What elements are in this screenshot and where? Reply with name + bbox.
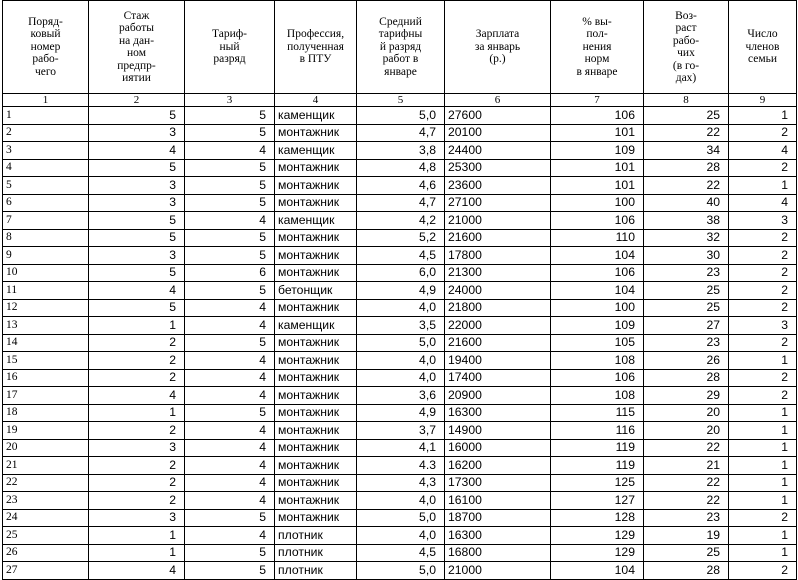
workers-table [2,0,797,580]
tariff-grade-cell: 5 [185,159,275,177]
profession-cell: монтажник [275,492,357,510]
tariff-grade-cell: 5 [185,404,275,422]
family-size-cell: 3 [729,212,797,230]
salary-cell: 24400 [445,142,551,160]
table-row [3,194,797,212]
avg-grade-cell: 4,5 [357,247,445,265]
worker-number-cell: 18 [3,404,89,422]
worker-number-cell: 9 [3,247,89,265]
worker-number-cell: 8 [3,229,89,247]
avg-grade-cell: 4,0 [357,369,445,387]
tariff-grade-cell: 4 [185,212,275,230]
experience-cell: 2 [89,457,185,475]
tariff-grade-cell: 6 [185,264,275,282]
salary-cell: 25300 [445,159,551,177]
avg-grade-cell: 5,0 [357,334,445,352]
tariff-grade-cell: 5 [185,282,275,300]
family-size-cell: 2 [729,562,797,580]
profession-cell: монтажник [275,387,357,405]
family-size-cell: 2 [729,334,797,352]
experience-cell: 5 [89,264,185,282]
norm-percent-cell: 108 [551,387,644,405]
norm-percent-cell: 115 [551,404,644,422]
tariff-grade-cell: 5 [185,334,275,352]
experience-cell: 3 [89,194,185,212]
profession-cell: каменщик [275,212,357,230]
family-size-cell: 1 [729,527,797,545]
avg-grade-cell: 3,6 [357,387,445,405]
age-cell: 20 [644,422,729,440]
tariff-grade-cell: 4 [185,474,275,492]
experience-cell: 1 [89,404,185,422]
salary-cell: 17400 [445,369,551,387]
profession-cell: монтажник [275,369,357,387]
age-cell: 23 [644,264,729,282]
age-cell: 28 [644,369,729,387]
avg-grade-cell: 4,0 [357,352,445,370]
family-size-cell: 1 [729,352,797,370]
profession-cell: монтажник [275,439,357,457]
norm-percent-cell: 129 [551,527,644,545]
table-row [3,387,797,405]
table-row [3,124,797,142]
tariff-grade-cell: 4 [185,369,275,387]
norm-percent-cell: 104 [551,247,644,265]
salary-cell: 18700 [445,509,551,527]
salary-cell: 16300 [445,527,551,545]
age-cell: 28 [644,159,729,177]
salary-cell: 16200 [445,457,551,475]
table-row [3,334,797,352]
worker-number-cell: 13 [3,317,89,335]
document-page [2,0,796,580]
table-row [3,159,797,177]
table-row [3,544,797,562]
tariff-grade-cell: 4 [185,422,275,440]
tariff-grade-cell: 5 [185,509,275,527]
avg-grade-cell: 4,1 [357,439,445,457]
header-salary: Зарплата за январь (р.) [445,1,551,94]
column-number: 9 [729,94,797,107]
age-cell: 20 [644,404,729,422]
tariff-grade-cell: 5 [185,247,275,265]
experience-cell: 1 [89,527,185,545]
norm-percent-cell: 109 [551,317,644,335]
profession-cell: монтажник [275,334,357,352]
header-family-size: Число членов семьи [729,1,797,94]
family-size-cell: 2 [729,264,797,282]
salary-cell: 21300 [445,264,551,282]
profession-cell: монтажник [275,457,357,475]
profession-cell: монтажник [275,159,357,177]
column-number: 6 [445,94,551,107]
family-size-cell: 1 [729,439,797,457]
family-size-cell: 4 [729,142,797,160]
age-cell: 22 [644,492,729,510]
avg-grade-cell: 5,0 [357,562,445,580]
worker-number-cell: 3 [3,142,89,160]
norm-percent-cell: 105 [551,334,644,352]
header-row [3,1,797,94]
table-row [3,212,797,230]
header-work-experience: Стаж работы на дан- ном предпр- иятии [89,1,185,94]
salary-cell: 21600 [445,229,551,247]
table-row [3,422,797,440]
header-avg-grade: Средний тарифны й разряд работ в январе [357,1,445,94]
age-cell: 22 [644,474,729,492]
avg-grade-cell: 4,0 [357,299,445,317]
tariff-grade-cell: 5 [185,177,275,195]
avg-grade-cell: 4,7 [357,194,445,212]
age-cell: 25 [644,544,729,562]
column-number-row [3,94,797,107]
table-row [3,369,797,387]
profession-cell: монтажник [275,404,357,422]
age-cell: 23 [644,509,729,527]
avg-grade-cell: 3,7 [357,422,445,440]
salary-cell: 21000 [445,562,551,580]
avg-grade-cell: 4,5 [357,544,445,562]
header-age: Воз- раст рабо- чих (в го- дах) [644,1,729,94]
avg-grade-cell: 4,6 [357,177,445,195]
age-cell: 22 [644,439,729,457]
table-row [3,317,797,335]
worker-number-cell: 17 [3,387,89,405]
experience-cell: 3 [89,509,185,527]
table-row [3,492,797,510]
table-row [3,264,797,282]
family-size-cell: 1 [729,544,797,562]
family-size-cell: 4 [729,194,797,212]
salary-cell: 22000 [445,317,551,335]
avg-grade-cell: 5,2 [357,229,445,247]
table-row [3,282,797,300]
tariff-grade-cell: 4 [185,457,275,475]
avg-grade-cell: 6,0 [357,264,445,282]
salary-cell: 27600 [445,107,551,125]
experience-cell: 5 [89,299,185,317]
family-size-cell: 3 [729,317,797,335]
norm-percent-cell: 106 [551,212,644,230]
experience-cell: 5 [89,212,185,230]
tariff-grade-cell: 4 [185,352,275,370]
family-size-cell: 1 [729,177,797,195]
norm-percent-cell: 100 [551,299,644,317]
family-size-cell: 1 [729,492,797,510]
family-size-cell: 2 [729,282,797,300]
norm-percent-cell: 128 [551,509,644,527]
salary-cell: 16100 [445,492,551,510]
family-size-cell: 1 [729,404,797,422]
family-size-cell: 2 [729,124,797,142]
family-size-cell: 1 [729,457,797,475]
worker-number-cell: 22 [3,474,89,492]
norm-percent-cell: 106 [551,107,644,125]
family-size-cell: 1 [729,107,797,125]
profession-cell: монтажник [275,509,357,527]
profession-cell: монтажник [275,422,357,440]
tariff-grade-cell: 5 [185,107,275,125]
profession-cell: каменщик [275,317,357,335]
norm-percent-cell: 108 [551,352,644,370]
profession-cell: плотник [275,527,357,545]
column-number: 8 [644,94,729,107]
tariff-grade-cell: 5 [185,562,275,580]
age-cell: 40 [644,194,729,212]
profession-cell: каменщик [275,142,357,160]
profession-cell: монтажник [275,299,357,317]
age-cell: 21 [644,457,729,475]
age-cell: 26 [644,352,729,370]
norm-percent-cell: 101 [551,177,644,195]
avg-grade-cell: 3,8 [357,142,445,160]
column-number: 2 [89,94,185,107]
experience-cell: 2 [89,422,185,440]
family-size-cell: 2 [729,159,797,177]
worker-number-cell: 20 [3,439,89,457]
avg-grade-cell: 4,8 [357,159,445,177]
tariff-grade-cell: 4 [185,492,275,510]
norm-percent-cell: 119 [551,457,644,475]
experience-cell: 4 [89,562,185,580]
avg-grade-cell: 5,0 [357,509,445,527]
salary-cell: 21800 [445,299,551,317]
salary-cell: 23600 [445,177,551,195]
avg-grade-cell: 4,7 [357,124,445,142]
norm-percent-cell: 106 [551,369,644,387]
age-cell: 38 [644,212,729,230]
age-cell: 25 [644,282,729,300]
experience-cell: 5 [89,159,185,177]
profession-cell: монтажник [275,352,357,370]
norm-percent-cell: 109 [551,142,644,160]
avg-grade-cell: 4,0 [357,492,445,510]
tariff-grade-cell: 4 [185,299,275,317]
tariff-grade-cell: 5 [185,194,275,212]
norm-percent-cell: 106 [551,264,644,282]
column-number: 5 [357,94,445,107]
norm-percent-cell: 110 [551,229,644,247]
worker-number-cell: 11 [3,282,89,300]
worker-number-cell: 26 [3,544,89,562]
avg-grade-cell: 4.3 [357,457,445,475]
profession-cell: монтажник [275,177,357,195]
family-size-cell: 1 [729,422,797,440]
salary-cell: 14900 [445,422,551,440]
tariff-grade-cell: 5 [185,124,275,142]
salary-cell: 16800 [445,544,551,562]
avg-grade-cell: 3,5 [357,317,445,335]
salary-cell: 16000 [445,439,551,457]
tariff-grade-cell: 5 [185,544,275,562]
table-row [3,107,797,125]
table-body [3,107,797,580]
salary-cell: 19400 [445,352,551,370]
worker-number-cell: 12 [3,299,89,317]
worker-number-cell: 6 [3,194,89,212]
worker-number-cell: 21 [3,457,89,475]
worker-number-cell: 25 [3,527,89,545]
avg-grade-cell: 4,0 [357,527,445,545]
worker-number-cell: 16 [3,369,89,387]
experience-cell: 1 [89,317,185,335]
worker-number-cell: 15 [3,352,89,370]
norm-percent-cell: 100 [551,194,644,212]
table-row [3,562,797,580]
worker-number-cell: 10 [3,264,89,282]
profession-cell: бетонщик [275,282,357,300]
salary-cell: 20100 [445,124,551,142]
age-cell: 30 [644,247,729,265]
experience-cell: 4 [89,387,185,405]
tariff-grade-cell: 4 [185,527,275,545]
age-cell: 23 [644,334,729,352]
tariff-grade-cell: 4 [185,142,275,160]
header-tariff-grade: Тариф- ный разряд [185,1,275,94]
header-worker-number: Поряд- ковый номер рабо- чего [3,1,89,94]
table-row [3,527,797,545]
salary-cell: 20900 [445,387,551,405]
age-cell: 29 [644,387,729,405]
worker-number-cell: 7 [3,212,89,230]
norm-percent-cell: 101 [551,124,644,142]
family-size-cell: 1 [729,474,797,492]
norm-percent-cell: 127 [551,492,644,510]
experience-cell: 2 [89,369,185,387]
norm-percent-cell: 129 [551,544,644,562]
worker-number-cell: 1 [3,107,89,125]
norm-percent-cell: 101 [551,159,644,177]
profession-cell: монтажник [275,474,357,492]
family-size-cell: 2 [729,229,797,247]
avg-grade-cell: 4,9 [357,404,445,422]
norm-percent-cell: 104 [551,282,644,300]
avg-grade-cell: 4,9 [357,282,445,300]
tariff-grade-cell: 4 [185,387,275,405]
experience-cell: 4 [89,142,185,160]
family-size-cell: 2 [729,299,797,317]
table-row [3,177,797,195]
table-row [3,352,797,370]
table-row [3,509,797,527]
salary-cell: 24000 [445,282,551,300]
salary-cell: 21600 [445,334,551,352]
norm-percent-cell: 116 [551,422,644,440]
salary-cell: 17300 [445,474,551,492]
profession-cell: монтажник [275,264,357,282]
age-cell: 34 [644,142,729,160]
worker-number-cell: 2 [3,124,89,142]
worker-number-cell: 4 [3,159,89,177]
age-cell: 25 [644,107,729,125]
worker-number-cell: 19 [3,422,89,440]
tariff-grade-cell: 5 [185,229,275,247]
table-row [3,439,797,457]
table-row [3,457,797,475]
experience-cell: 1 [89,544,185,562]
experience-cell: 3 [89,439,185,457]
avg-grade-cell: 4,2 [357,212,445,230]
profession-cell: каменщик [275,107,357,125]
family-size-cell: 2 [729,247,797,265]
experience-cell: 2 [89,334,185,352]
salary-cell: 27100 [445,194,551,212]
column-number: 1 [3,94,89,107]
experience-cell: 5 [89,229,185,247]
tariff-grade-cell: 4 [185,439,275,457]
age-cell: 19 [644,527,729,545]
table-row [3,404,797,422]
experience-cell: 2 [89,352,185,370]
profession-cell: плотник [275,562,357,580]
experience-cell: 4 [89,282,185,300]
table-row [3,247,797,265]
table-row [3,142,797,160]
family-size-cell: 2 [729,387,797,405]
family-size-cell: 2 [729,509,797,527]
experience-cell: 3 [89,247,185,265]
header-profession: Профессия, полученная в ПТУ [275,1,357,94]
salary-cell: 21000 [445,212,551,230]
avg-grade-cell: 5,0 [357,107,445,125]
profession-cell: монтажник [275,124,357,142]
column-number: 4 [275,94,357,107]
table-row [3,299,797,317]
norm-percent-cell: 125 [551,474,644,492]
column-number: 3 [185,94,275,107]
avg-grade-cell: 4,3 [357,474,445,492]
age-cell: 25 [644,299,729,317]
norm-percent-cell: 119 [551,439,644,457]
table-row [3,474,797,492]
worker-number-cell: 24 [3,509,89,527]
age-cell: 22 [644,124,729,142]
norm-percent-cell: 104 [551,562,644,580]
age-cell: 32 [644,229,729,247]
table-row [3,229,797,247]
worker-number-cell: 5 [3,177,89,195]
profession-cell: плотник [275,544,357,562]
profession-cell: монтажник [275,229,357,247]
profession-cell: монтажник [275,194,357,212]
family-size-cell: 2 [729,369,797,387]
salary-cell: 16300 [445,404,551,422]
worker-number-cell: 27 [3,562,89,580]
experience-cell: 2 [89,474,185,492]
profession-cell: монтажник [275,247,357,265]
tariff-grade-cell: 4 [185,317,275,335]
salary-cell: 17800 [445,247,551,265]
age-cell: 22 [644,177,729,195]
header-norm-percent: % вы- пол- нения норм в январе [551,1,644,94]
experience-cell: 5 [89,107,185,125]
age-cell: 28 [644,562,729,580]
experience-cell: 3 [89,124,185,142]
age-cell: 27 [644,317,729,335]
worker-number-cell: 14 [3,334,89,352]
column-number: 7 [551,94,644,107]
experience-cell: 2 [89,492,185,510]
worker-number-cell: 23 [3,492,89,510]
experience-cell: 3 [89,177,185,195]
